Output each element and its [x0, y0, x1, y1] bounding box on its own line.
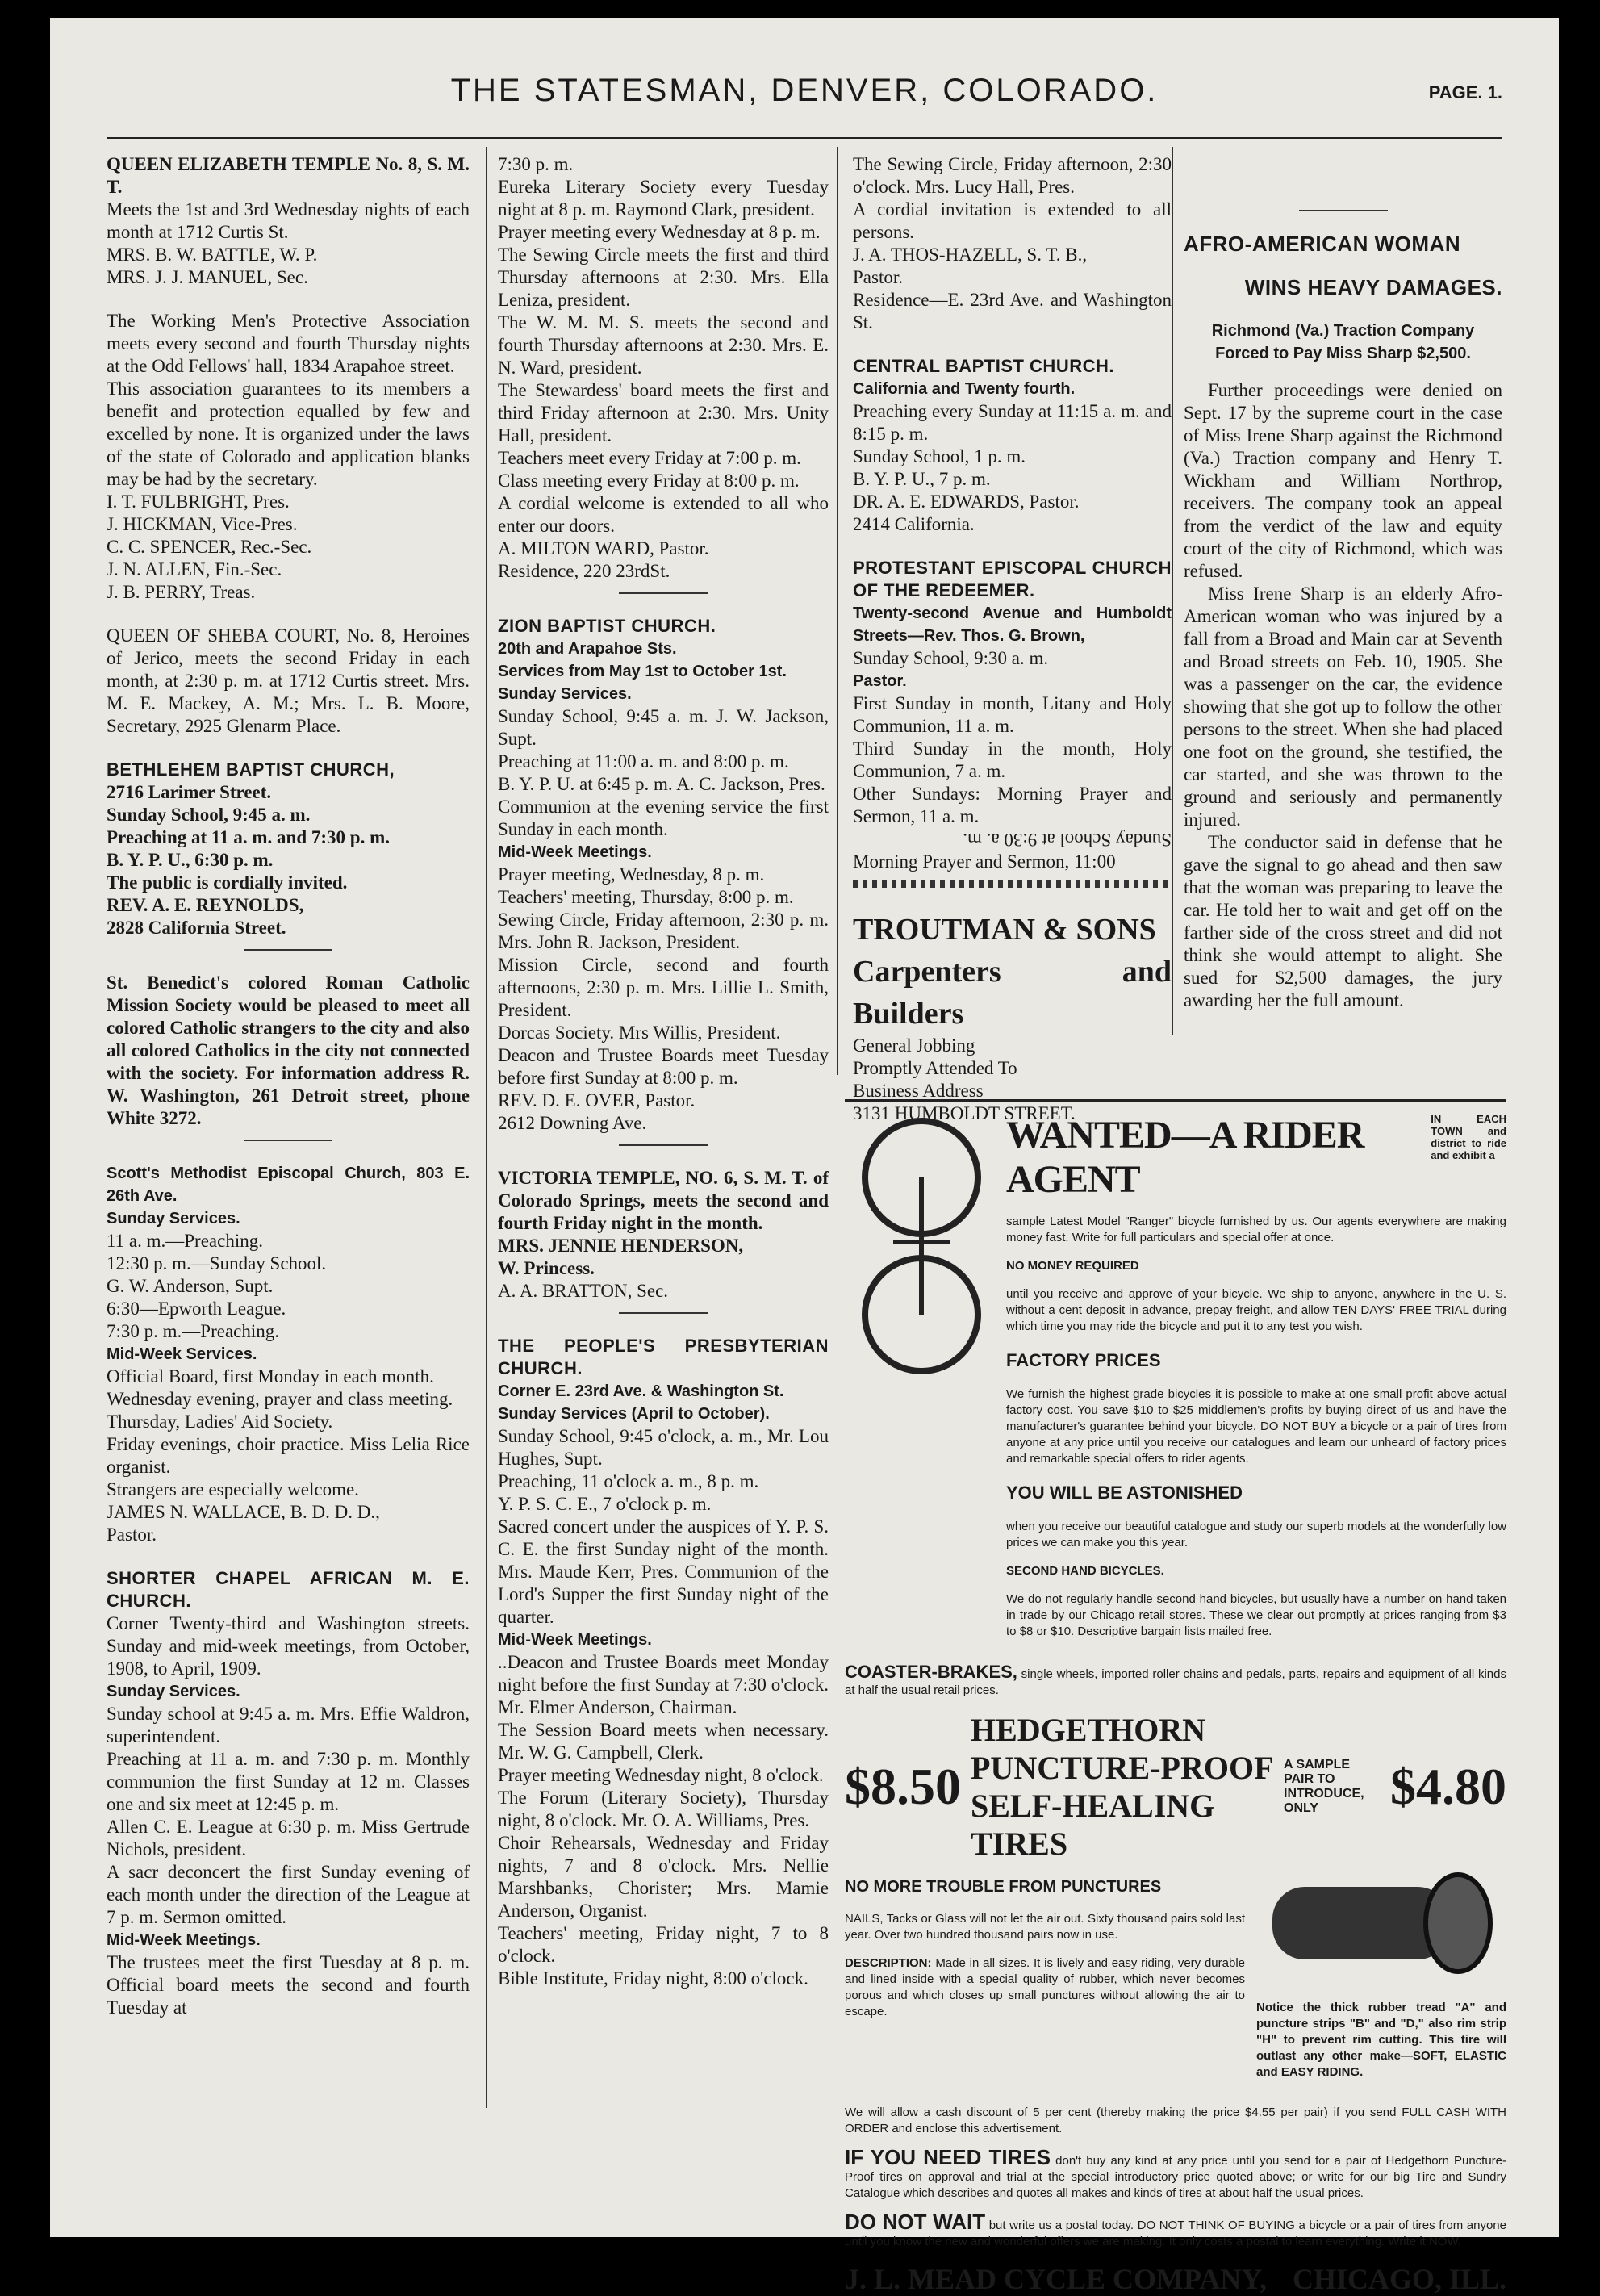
ad-text: We will allow a cash discount of 5 per cent (thereby making the price $4.55 per pair) if you send FULL CASH WITH ORDER and enclose this advertisement. — [845, 2106, 1506, 2135]
notice-subhead: 20th and Arapahoe Sts. — [498, 640, 677, 658]
pastor-address: 2414 California. — [853, 514, 975, 534]
notice-body: Morning Prayer and Sermon, 11:00 — [853, 851, 1116, 872]
ad-subhead: COASTER-BRAKES, — [845, 1662, 1017, 1682]
pastor-title: Pastor. — [107, 1524, 157, 1545]
notice-body: Allen C. E. League at 6:30 p. m. Miss Gertrude Nichols, president. — [107, 1817, 470, 1859]
ad-name: TROUTMAN & SONS — [853, 913, 1156, 947]
notice-line: 7:30 p. m.—Preaching. — [107, 1321, 279, 1341]
victoria-notice — [498, 1167, 829, 1314]
column-4 — [1184, 153, 1502, 1033]
notice-body: B. Y. P. U., 7 p. m. — [853, 469, 991, 489]
ad-address: 3131 HUMBOLDT STREET. — [853, 1103, 1076, 1123]
ad-subhead: IF YOU NEED TIRES — [845, 2145, 1051, 2169]
notice-title: THE PEOPLE'S PRESBYTERIAN CHURCH. — [498, 1336, 829, 1378]
ad-subhead: NO MONEY REQUIRED — [1006, 1259, 1139, 1273]
divider — [1299, 210, 1388, 211]
ad-text: Made in all sizes. It is lively and easy riding, very durable and lined inside with a special quality of rubber, which never becomes porous and which closes up small punctures without allowing the air to escape. — [845, 1956, 1245, 2018]
pastor: JAMES N. WALLACE, B. D. D. D., — [107, 1502, 380, 1522]
notice-body: Official Board, first Monday in each month. — [107, 1366, 434, 1386]
notice-title: Scott's Methodist Episcopal Church, 803 E. 26th Ave. — [107, 1165, 470, 1205]
ad-text: We furnish the highest grade bicycles it is possible to make at one small profit above actual factory cost. You save $10 to $25 middlemen's profits by buying direct of us and have the manufacturer's guarantee behind your bicycle. DO NOT BUY a bicycle or a pair of tires from anyone at any price until you receive our catalogues and learn our unheard of factory prices and remarkable special offers to rider agents. — [1006, 1387, 1506, 1466]
shorter-chapel-notice — [107, 1567, 470, 2019]
notice-body: The trustees meet the first Tuesday at 8 p. m. Official board meets the second and fourth Tuesday at — [107, 1952, 470, 2018]
notice-body: Teachers' meeting, Friday night, 7 to 8 o'clock. — [498, 1923, 829, 1966]
notice-line: 7:30 p. m. — [498, 154, 574, 174]
notice-body: Sunday School, 9:45 a. m. J. W. Jackson, Supt. — [498, 706, 829, 749]
column-rule — [486, 147, 487, 2108]
notice-line: 11 a. m.—Preaching. — [107, 1231, 263, 1251]
notice-body: Other Sundays: Morning Prayer and Sermon, 11 a. m. — [853, 784, 1172, 826]
officer: C. C. SPENCER, Rec.-Sec. — [107, 537, 312, 557]
article-paragraph: Further proceedings were denied on Sept. 17 by the supreme court in the case of Miss Irene Sharp against the Richmond (Va.) Traction company and Henry T. Wickham and William Northrop, receivers. The company took an appeal from the verdict of the law and equity court of the city of Richmond, which was refused. — [1184, 380, 1502, 581]
newspaper-page — [50, 18, 1559, 2295]
queen-sheba-notice — [107, 625, 470, 738]
pastor-address: 2612 Downing Ave. — [498, 1113, 647, 1133]
page-number: PAGE. 1. — [1428, 82, 1502, 102]
ad-text: when you receive our beautiful catalogue and study our superb models at the wonderfully low prices we can make you this year. — [1006, 1520, 1506, 1549]
notice-body: Sunday School, 9:30 a. m. — [853, 648, 1049, 668]
zion-notice — [498, 615, 829, 1146]
ad-text: We do not regularly handle second hand bicycles, but usually have a number on hand taken in trade by our Chicago retail stores. These we clear out promptly at prices ranging from $3 to $8 or $10. Descriptive bargain lists mailed free. — [1006, 1592, 1506, 1638]
pastor: DR. A. E. EDWARDS, Pastor. — [853, 491, 1080, 512]
notice-title: PROTESTANT EPISCOPAL CHURCH OF THE REDEEMER. — [853, 558, 1172, 600]
notice-subhead: Sunday Services. — [107, 1683, 240, 1700]
officer: MRS. B. W. BATTLE, W. P. — [107, 245, 318, 265]
notice-body: Prayer meeting, Wednesday, 8 p. m. — [498, 864, 765, 885]
column-3 — [853, 153, 1172, 1146]
notice-title: ZION BAPTIST CHURCH. — [498, 616, 716, 636]
notice-body: The Forum (Literary Society), Thursday night, 8 o'clock. Mr. O. A. Williams, Pres. — [498, 1788, 829, 1830]
tire-notice: Notice the thick rubber tread "A" and puncture strips "B" and "D," also rim strip "H" to prevent rim cutting. This tire will outlast any other make—SOFT, ELASTIC and EASY RIDING. — [1256, 2001, 1506, 2079]
notice-line: Preaching at 11 a. m. and 7:30 p. m. — [107, 827, 390, 847]
ad-line: Promptly Attended To — [853, 1058, 1017, 1078]
notice-body: Class meeting every Friday at 8:00 p. m. — [498, 470, 800, 491]
ornamental-border — [853, 880, 1172, 888]
notice-subhead: Mid-Week Meetings. — [498, 843, 652, 861]
church-notice-continued — [853, 153, 1172, 334]
column-rule — [837, 147, 838, 1075]
ad-line: General Jobbing — [853, 1035, 975, 1056]
notice-body: Sunday School, 9:45 o'clock, a. m., Mr. Lou Hughes, Supt. — [498, 1426, 829, 1469]
notice-body: Sacred concert under the auspices of Y. P. S. C. E. the first Sunday night of the month. Mrs. Maude Kerr, Pres. Communion of the Lord's Supper the first Sunday night of the quarter. — [498, 1516, 829, 1627]
notice-body: B. Y. P. U. at 6:45 p. m. A. C. Jackson, Pres. — [498, 774, 825, 794]
notice-body: Preaching at 11:00 a. m. and 8:00 p. m. — [498, 751, 789, 772]
central-baptist-notice — [853, 355, 1172, 536]
notice-title: QUEEN ELIZABETH TEMPLE No. 8, S. M. T. — [107, 154, 470, 197]
article-body — [1184, 379, 1502, 1012]
pastor: REV. D. E. OVER, Pastor. — [498, 1090, 696, 1110]
ad-subhead: FACTORY PRICES — [1006, 1350, 1161, 1370]
ad-subhead: DESCRIPTION: — [845, 1956, 932, 1970]
notice-body: Bible Institute, Friday night, 8:00 o'clock. — [498, 1968, 808, 1989]
ad-text: until you receive and approve of your bicycle. We ship to anyone, anywhere in the U. S. without a cent deposit in advance, prepay freight, and allow TEN DAYS' FREE TRIAL during which time you may ride the bicycle and put it to any test you wish. — [1006, 1287, 1506, 1333]
officer: J. B. PERRY, Treas. — [107, 582, 256, 602]
officer: MRS. JENNIE HENDERSON, — [498, 1236, 744, 1256]
bicycle-illustration — [845, 1113, 998, 1379]
ad-subhead: YOU WILL BE ASTONISHED — [1006, 1483, 1243, 1503]
notice-title: SHORTER CHAPEL AFRICAN M. E. CHURCH. — [107, 1568, 470, 1611]
ad-company: J. L. MEAD CYCLE COMPANY, — [845, 2263, 1268, 2295]
article-title: AFRO-AMERICAN WOMAN — [1184, 232, 1461, 256]
pastor-title: Pastor. — [853, 267, 903, 287]
church-notice-continued — [498, 153, 829, 594]
peoples-presbyterian-notice — [498, 1335, 829, 1990]
column-2 — [498, 153, 829, 2011]
notice-body: Choir Rehearsals, Wednesday and Friday nights, 7 and 8 o'clock. Mrs. Nellie Marshbanks, Chorister; Mrs. Mamie Anderson, Organist. — [498, 1833, 829, 1921]
notice-body: Sunday school at 9:45 a. m. Mrs. Effie Waldron, superintendent. — [107, 1704, 470, 1746]
notice-line: B. Y. P. U., 6:30 p. m. — [107, 850, 274, 870]
pastor: J. A. THOS-HAZELL, S. T. B., — [853, 245, 1088, 265]
notice-body: Sunday School, 1 p. m. — [853, 446, 1026, 466]
ad-subhead: NO MORE TROUBLE FROM PUNCTURES — [845, 1878, 1162, 1896]
notice-body: A cordial welcome is extended to all who enter our doors. — [498, 493, 829, 536]
notice-subhead: Twenty-second Avenue and Humboldt Streets—Rev. Thos. G. Brown, — [853, 604, 1172, 645]
ad-headline: WANTED—A RIDER AGENT — [1006, 1114, 1364, 1201]
notice-body: Strangers are especially welcome. — [107, 1479, 359, 1499]
notice-subhead: Mid-Week Meetings. — [498, 1631, 652, 1649]
notice-body: Mission Circle, second and fourth afternoons, 2:30 p. m. Mrs. Lillie L. Smith, President. — [498, 955, 829, 1020]
notice-body: A cordial invitation is extended to all persons. — [853, 199, 1172, 242]
bicycle-advertisement — [845, 1099, 1506, 2295]
pastor-residence: Residence, 220 23rdSt. — [498, 561, 670, 581]
notice-body: Dorcas Society. Mrs Willis, President. — [498, 1023, 781, 1043]
notice-subhead: Services from May 1st to October 1st. — [498, 663, 787, 680]
notice-subhead: Corner E. 23rd Ave. & Washington St. — [498, 1382, 784, 1400]
scotts-notice — [107, 1162, 470, 1546]
notice-body: First Sunday in month, Litany and Holy Communion, 11 a. m. — [853, 693, 1172, 736]
notice-body: Teachers meet every Friday at 7:00 p. m. — [498, 448, 801, 468]
working-men-notice — [107, 310, 470, 604]
notice-body: Friday evenings, choir practice. Miss Lelia Rice organist. — [107, 1434, 470, 1477]
notice-line: The public is cordially invited. — [107, 872, 348, 893]
notice-body: Prayer meeting Wednesday night, 8 o'clock. — [498, 1765, 824, 1785]
notice-subhead: California and Twenty fourth. — [853, 380, 1076, 398]
notice-body: The Stewardess' board meets the first and third Friday afternoon at 2:30. Mrs. Unity Hall, president. — [498, 380, 829, 445]
divider — [619, 592, 708, 594]
notice-body: A sacr deconcert the first Sunday evening of each month under the direction of the League at 7 p. m. Sermon omitted. — [107, 1862, 470, 1927]
notice-body: ..Deacon and Trustee Boards meet Monday night before the first Sunday at 7:30 o'clock. Mr. Elmer Anderson, Chairman. — [498, 1652, 829, 1717]
ad-text: sample Latest Model "Ranger" bicycle furnished by us. Our agents everywhere are making money fast. Write for full particulars and special offer at once. — [1006, 1215, 1506, 1244]
ad-trade: Carpenters and Builders — [853, 955, 1172, 1031]
notice-body: Preaching at 11 a. m. and 7:30 p. m. Monthly communion the first Sunday at 12 m. Classes one and six meet at 12:45 p. m. — [107, 1749, 470, 1814]
notice-title: CENTRAL BAPTIST CHURCH. — [853, 356, 1114, 376]
notice-subhead: Sunday Services (April to October). — [498, 1405, 770, 1423]
pastor-address: 2828 California Street. — [107, 918, 286, 938]
troutman-ad — [853, 909, 1172, 1125]
notice-body: The Working Men's Protective Association meets every second and fourth Thursday nights at the Odd Fellows' hall, 1834 Arapahoe street. — [107, 311, 470, 376]
divider — [619, 1144, 708, 1146]
notice-subhead: Sunday Services. — [107, 1210, 240, 1227]
officer: MRS. J. J. MANUEL, Sec. — [107, 267, 308, 287]
ad-price-prefix: $8.50 — [845, 1758, 961, 1815]
pastor-residence: Residence—E. 23rd Ave. and Washington St. — [853, 290, 1172, 332]
column-1 — [107, 153, 470, 2040]
notice-body: Thursday, Ladies' Aid Society. — [107, 1411, 333, 1432]
notice-subhead: Pastor. — [853, 672, 907, 690]
pastor: REV. A. E. REYNOLDS, — [107, 895, 304, 915]
ad-text: don't buy any kind at any price until you send for a pair of Hedgethorn Puncture-Proof tires on approval and trial at the special introductory price quoted above; or write for our big Tire and Sundry Catalogue which describes and quotes all makes and kinds of tires at about half the usual prices. — [845, 2154, 1506, 2200]
ad-text: NAILS, Tacks or Glass will not let the air out. Sixty thousand pairs sold last year. Over two hundred thousand pairs now in use. — [845, 1912, 1245, 1942]
notice-body: Teachers' meeting, Thursday, 8:00 p. m. — [498, 887, 794, 907]
notice-body: VICTORIA TEMPLE, NO. 6, S. M. T. of Colorado Springs, meets the second and fourth Friday night in the month. — [498, 1168, 829, 1233]
notice-body: Corner Twenty-third and Washington streets. Sunday and mid-week meetings, from October, 1908, to April, 1909. — [107, 1613, 470, 1679]
notice-body: Wednesday evening, prayer and class meeting. — [107, 1389, 453, 1409]
notice-body: This association guarantees to its members a benefit and protection equalled by few and excelled by none. It is organized under the laws of the state of Colorado and application blanks may be had by the secretary. — [107, 378, 470, 489]
ad-subhead: DO NOT WAIT — [845, 2210, 986, 2234]
article-paragraph: The conductor said in defense that he gave the signal to go ahead and then saw that the woman was preparing to leave the car. He told her to wait and get off on the farther side of the cross street and did not think she would attempt to alight. She sued for $2,500 damages, the jury awarding her the full amount. — [1184, 832, 1502, 1010]
officer: J. N. ALLEN, Fin.-Sec. — [107, 559, 282, 579]
notice-body: Y. P. S. C. E., 7 o'clock p. m. — [498, 1494, 712, 1514]
st-benedict-notice — [107, 972, 470, 1141]
article-title: WINS HEAVY DAMAGES. — [1244, 275, 1502, 299]
ad-city: CHICAGO, ILL. — [1292, 2263, 1506, 2295]
notice-subhead: Mid-Week Meetings. — [107, 1931, 261, 1949]
ad-subhead: SECOND HAND BICYCLES. — [1006, 1564, 1164, 1578]
ad-price: $4.80 — [1390, 1758, 1506, 1815]
ad-corner: IN EACH TOWN and district to ride and exhibit a — [1431, 1113, 1506, 1161]
notice-body: The Sewing Circle, Friday afternoon, 2:30 o'clock. Mrs. Lucy Hall, Pres. — [853, 154, 1172, 197]
tire-headline: HEDGETHORN PUNCTURE-PROOF — [971, 1712, 1274, 1786]
bethlehem-notice — [107, 759, 470, 951]
notice-body: Sunday School at 9:30 a. m. — [963, 830, 1172, 850]
pastor: A. MILTON WARD, Pastor. — [498, 538, 709, 558]
protestant-episcopal-notice — [853, 557, 1172, 888]
notice-body: Third Sunday in the month, Holy Communion, 7 a. m. — [853, 738, 1172, 781]
notice-body: St. Benedict's colored Roman Catholic Mission Society would be pleased to meet all colored Catholic strangers to the city and also all colored Catholics in the city not connected with the society. For information address R. W. Washington, 261 Detroit street, phone White 3272. — [107, 972, 470, 1128]
notice-line: G. W. Anderson, Supt. — [107, 1276, 274, 1296]
queen-elizabeth-notice — [107, 153, 470, 289]
notice-line: Sunday School, 9:45 a. m. — [107, 805, 311, 825]
article-paragraph: Miss Irene Sharp is an elderly Afro-American woman who was injured by a fall from a Broad and Main car at Seventh and Broad streets on Feb. 10, 1905. She was a passenger on the car, the evidence showing that she got up to follow the other persons to the street. When she had placed one foot on the ground, she testified, the car started, and she was thrown to the ground and seriously and permanently injured. — [1184, 583, 1502, 830]
notice-body: Meets the 1st and 3rd Wednesday nights of each month at 1712 Curtis St. — [107, 199, 470, 242]
notice-body: The Sewing Circle meets the first and third Thursday afternoons at 2:30. Mrs. Ella Leniza, president. — [498, 245, 829, 310]
masthead-rule — [107, 137, 1502, 139]
notice-subhead: Sunday Services. — [498, 685, 632, 703]
article-subhead: Richmond (Va.) Traction Company Forced to Pay Miss Sharp $2,500. — [1211, 322, 1475, 362]
officer-title: W. Princess. — [498, 1258, 595, 1278]
notice-address: 2716 Larimer Street. — [107, 782, 272, 802]
notice-body: The W. M. M. S. meets the second and fourth Thursday afternoons at 2:30. Mrs. E. N. Ward, president. — [498, 312, 829, 378]
ad-line: Business Address — [853, 1081, 984, 1101]
officer: A. A. BRATTON, Sec. — [498, 1281, 669, 1301]
ad-text: single wheels, imported roller chains and pedals, parts, repairs and equipment of all kinds at half the usual retail prices. — [845, 1667, 1506, 1697]
ad-sample: A SAMPLE PAIR TO INTRODUCE, ONLY — [1284, 1758, 1364, 1815]
notice-body: Deacon and Trustee Boards meet Tuesday before first Sunday at 8:00 p. m. — [498, 1045, 829, 1088]
officer: I. T. FULBRIGHT, Pres. — [107, 491, 290, 512]
notice-body: The Session Board meets when necessary. Mr. W. G. Campbell, Clerk. — [498, 1720, 829, 1763]
notice-body: QUEEN OF SHEBA COURT, No. 8, Heroines of Jerico, meets the second Friday in each month, at 2:30 p. m. at 1712 Curtis street. Mrs. M. E. Mackey, A. M.; Mrs. L. B. Moore, Secretary, 2925 Glenarm Place. — [107, 625, 470, 736]
masthead: THE STATESMAN, DENVER, COLORADO. — [450, 73, 1159, 108]
notice-title: BETHLEHEM BAPTIST CHURCH, — [107, 759, 395, 780]
ad-text: but write us a postal today. DO NOT THINK OF BUYING a bicycle or a pair of tires from anyone until you know the new and wonderful offers we are making. It only costs a postal to learn everything. Write it NOW. — [845, 2219, 1506, 2248]
notice-line: 6:30—Epworth League. — [107, 1299, 286, 1319]
notice-body: Prayer meeting every Wednesday at 8 p. m. — [498, 222, 821, 242]
officer: J. HICKMAN, Vice-Pres. — [107, 514, 298, 534]
tire-illustration — [1256, 1863, 1498, 1984]
tire-headline: SELF-HEALING TIRES — [971, 1788, 1215, 1862]
divider — [244, 1140, 332, 1141]
notice-body: Eureka Literary Society every Tuesday night at 8 p. m. Raymond Clark, president. — [498, 177, 829, 220]
notice-body: Preaching every Sunday at 11:15 a. m. and 8:15 p. m. — [853, 401, 1172, 444]
divider — [244, 949, 332, 951]
notice-body: Preaching, 11 o'clock a. m., 8 p. m. — [498, 1471, 759, 1491]
divider — [619, 1312, 708, 1314]
notice-body: Communion at the evening service the first Sunday in each month. — [498, 797, 829, 839]
notice-subhead: Mid-Week Services. — [107, 1345, 257, 1363]
column-rule — [1172, 147, 1173, 1035]
notice-body: Sewing Circle, Friday afternoon, 2:30 p. m. Mrs. John R. Jackson, President. — [498, 910, 829, 952]
notice-line: 12:30 p. m.—Sunday School. — [107, 1253, 327, 1273]
